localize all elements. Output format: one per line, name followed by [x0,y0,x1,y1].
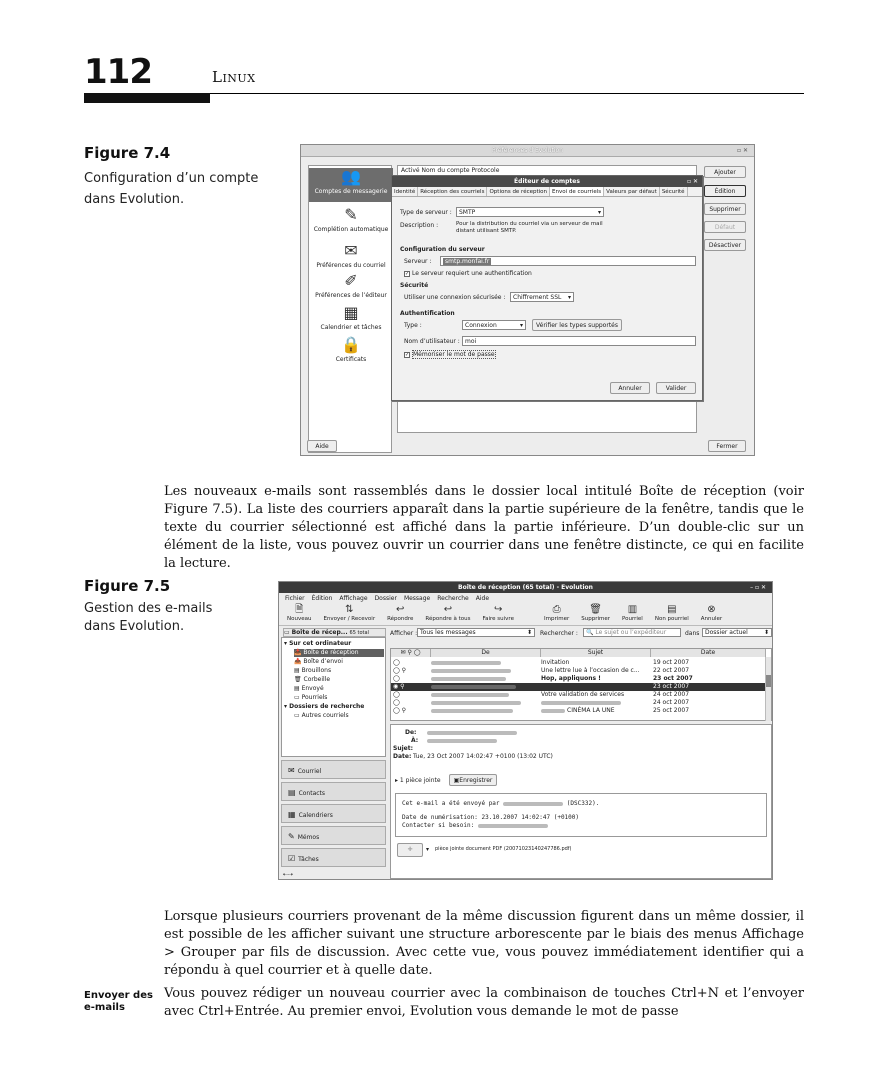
memo-icon: ✎ [288,832,295,841]
body-line-1: Cet e-mail a été envoyé par (DSC332). [402,800,600,807]
server-type-select[interactable]: SMTP ▾ [456,207,604,217]
description-label: Description : [400,222,439,229]
attachment-icon[interactable]: ✚ [397,843,423,857]
from-value-redacted [427,731,517,735]
figure-label: Figure 7.4 [84,144,171,162]
in-label: dans [685,630,700,637]
check-types-button[interactable]: Vérifier les types supportés [532,319,622,331]
switcher-mail[interactable]: ✉ Courriel [281,760,386,779]
screenshot-evolution-inbox [278,581,773,880]
menu-view[interactable]: Affichage [339,595,368,602]
main-toolbar [279,604,772,626]
contacts-icon: ▤ [288,788,296,797]
send-receive-button[interactable]: ⇅ Envoyer / Recevoir [323,604,376,622]
window-title: Boîte de réception (65 total) - Evolution [279,582,772,593]
folder-inbox[interactable]: 📥 Boîte de réception [294,649,384,657]
running-head: Linux [212,68,256,86]
server-input[interactable]: smtp.monfai.fr [440,256,696,266]
switcher-memos[interactable]: ✎ Mémos [281,826,386,845]
delete-button[interactable]: Supprimer [704,203,746,215]
close-button[interactable]: Fermer [708,440,746,452]
delete-button[interactable]: 🗑 Supprimer [581,604,610,622]
folder-icon: ▭ [284,629,290,636]
server-config-title: Configuration du serveur [400,246,485,253]
chevron-down-icon: ▾ [597,209,601,216]
body-paragraph-2: Lorsque plusieurs courriers provenant de la même discussion figurent dans un même dossier, il est possible de les afficher suivant une structure arborescente par le biais des menus Affichage > Grouper par fils de discussion. Avec cette vue, vous pouvez immédiatement identifier qui a répondu à quel courrier et à quelle date. [164,909,804,978]
page-number: 112 [84,52,152,92]
certificate-icon: 🔒 [341,335,361,354]
username-input[interactable]: moi [462,336,696,346]
column-from[interactable]: De [431,649,541,657]
body-line-3: Contacter si besoin: [402,822,548,830]
folder-outbox[interactable]: 📤 Boîte d’envoi [294,658,343,665]
chevron-down-icon: ▾ [519,322,523,329]
date-label: Date: [393,753,412,760]
from-label: De: [405,729,417,736]
window-title: Préférences d’Evolution [301,145,754,157]
username-label: Nom d’utilisateur : [404,338,460,345]
reply-all-icon: ↩ [443,604,453,615]
tab-identity[interactable]: Identité [392,187,418,196]
search-icon: 🔍 [586,629,594,636]
dialog-title: Éditeur de comptes [392,176,702,187]
sidebar-item-certificates[interactable]: 🔒 Certificats [309,336,393,363]
to-label: À: [411,737,419,744]
preferences-sidebar [308,165,392,453]
tab-receiving-options[interactable]: Options de réception [487,187,550,196]
folder-sent[interactable]: ▤ Envoyé [294,685,324,692]
menu-file[interactable]: Fichier [285,595,305,602]
column-flags[interactable]: ✉ ⚲ ◯ [391,649,431,657]
menu-search[interactable]: Recherche [437,595,469,602]
junk-button[interactable]: ▥ Pourriel [622,604,643,622]
search-input[interactable]: 🔍 Le sujet ou l’expéditeur [583,628,681,637]
sidebar-item-autocomplete[interactable]: ✎ Complétion automatique [309,206,393,233]
secure-conn-label: Utiliser une connexion sécurisée : [404,294,506,301]
message-row[interactable]: ◯ 24 oct 2007 [393,699,690,706]
delete-icon: 🗑 [589,604,602,615]
print-button[interactable]: ⎙ Imprimer [543,604,570,622]
checkmark-icon: ✓ [405,351,410,358]
folder-trash[interactable]: 🗑 Corbeille [294,676,331,683]
scope-select[interactable]: Dossier actuel ⬍ [702,628,772,637]
screenshot-evolution-preferences [300,144,755,456]
attachment-dropdown-icon[interactable]: ▾ [426,846,430,853]
message-body [395,793,767,837]
mail-icon: ✉ [288,766,295,775]
accounts-list-headers: Activé Nom du compte Protocole [401,167,500,174]
forward-icon: ↪ [494,604,503,615]
body-paragraph-1: Les nouveaux e-mails sont rassemblés dans le dossier local intitulé Boîte de réception (voir Figure 7.5). La liste des courriers apparaît dans la partie supérieure de la fenêtre, tandis que le texte du courrier sélectionné est affiché dans la partie inférieure. D’un double-clic sur un élément de la liste, vous pouvez ouvrir un courrier dans une fenêtre distincte, ce qui en facilite la lecture. [164,484,804,571]
header-bar [84,93,210,103]
edit-button[interactable]: Édition [704,185,746,197]
figure-caption-text: Configuration d’un compte dans Evolution. [84,171,259,207]
message-list [390,648,772,721]
body-paragraph-3: Vous pouvez rédiger un nouveau courrier avec la combinaison de touches Ctrl+N et l’envoyer avec Ctrl+Entrée. Au premier envoi, Evolution vous demande le mot de passe [164,986,804,1019]
sidebar-item-accounts[interactable]: 👥 Comptes de messagerie [309,168,393,202]
list-scrollbar[interactable] [765,657,771,721]
checkmark-icon: ✓ [405,270,410,277]
folder-group-local[interactable]: ▾ Sur cet ordinateur [284,640,352,647]
chevron-down-icon: ⬍ [526,629,532,636]
folder-tree [281,637,386,757]
description-value: Pour la distribution du courriel via un serveur de mail distant utilisant SMTP. [456,221,603,234]
new-button[interactable]: 🗎 Nouveau [287,604,312,622]
editor-icon: ✐ [344,271,358,290]
message-preview [390,724,772,879]
not-junk-icon: ▤ [667,604,677,615]
send-receive-icon: ⇅ [345,604,354,615]
server-label: Serveur : [404,258,432,265]
reply-button[interactable]: ↩ Répondre [387,604,414,622]
tab-sending[interactable]: Envoi de courriels [550,187,604,196]
figure-caption-text: Gestion des e-mails dans Evolution. [84,601,213,634]
menu-edit[interactable]: Édition [311,595,333,602]
tab-security[interactable]: Sécurité [660,187,688,196]
auth-required-checkbox[interactable]: ✓ Le serveur requiert une authentification [405,270,532,277]
type-label: Type : [404,322,422,329]
new-icon: 🗎 [295,604,304,615]
server-type-label: Type de serveur : [400,209,452,216]
chevron-down-icon: ▾ [567,294,571,301]
menu-bar [279,594,772,604]
message-row[interactable]: ◯ Hop, appliquons ! 23 oct 2007 [393,675,693,682]
calendar-icon: ▦ [343,303,359,322]
calendar-icon: ▦ [288,810,296,819]
junk-icon: ▥ [627,604,638,615]
reply-icon: ↩ [396,604,405,615]
tasks-icon: ☑ [288,854,296,863]
cancel-button[interactable]: ⊗ Annuler [700,604,723,622]
ok-button[interactable]: Valider [656,382,696,394]
cancel-icon: ⊗ [707,604,716,615]
not-junk-button[interactable]: ▤ Non pourriel [654,604,689,622]
sidebar-item-calendar[interactable]: ▦ Calendrier et tâches [309,304,393,331]
autocomplete-icon: ✎ [344,205,358,224]
attachment-count: ▸ 1 pièce jointe [395,777,441,784]
dialog-controls[interactable]: ▫ ✕ [686,178,698,185]
switcher-calendars[interactable]: ▦ Calendriers [281,804,386,823]
message-row[interactable]: ◯ Invitation 19 oct 2007 [393,659,690,666]
cancel-button[interactable]: Annuler [610,382,650,394]
column-date[interactable]: Date [651,649,766,657]
status-icon: ⇠⇢ [283,871,294,878]
to-value-redacted [427,739,497,743]
dialog-tabs [392,187,702,197]
sidebar-item-editor[interactable]: ✐ Préférences de l’éditeur [309,272,393,299]
folder-header: ▭ Boîte de récep... 65 total [283,628,386,637]
message-row[interactable]: ◯ ⚲ CINÉMA LA UNE 25 oct 2007 [393,707,690,714]
chevron-down-icon: ⬍ [763,629,769,636]
message-row[interactable]: ◯ ⚲ Une lettre lue à l’occasion de c... 22 oct 2007 [393,667,690,674]
reply-all-button[interactable]: ↩ Répondre à tous [425,604,471,622]
account-editor-dialog [391,175,703,401]
sidebar-item-mail-prefs[interactable]: ✉ Préférences du courriel [309,242,393,269]
message-row[interactable]: ◯ Votre validation de services 24 oct 2007 [393,691,690,698]
tab-defaults[interactable]: Valeurs par défaut [604,187,660,196]
auth-title: Authentification [400,310,455,317]
column-subject[interactable]: Sujet [541,649,651,657]
forward-button[interactable]: ↪ Faire suivre [482,604,514,622]
folder-junk[interactable]: ▭ Pourriels [294,694,328,701]
attachment-label: pièce jointe document PDF (20071023140247786.pdf) [435,846,572,852]
margin-note: Envoyer des e-mails [84,990,153,1013]
help-button[interactable]: Aide [307,440,337,452]
window-controls[interactable]: ▫ ✕ [736,147,748,154]
window-controls[interactable]: – ▫ ✕ [750,584,766,591]
show-label: Afficher : [390,630,418,637]
folder-other[interactable]: ▭ Autres courriels [294,712,349,719]
mail-prefs-icon: ✉ [344,241,358,260]
default-button[interactable]: Défaut [704,221,746,233]
subject-label: Sujet: [393,745,413,752]
add-button[interactable]: Ajouter [704,166,746,178]
print-icon: ⎙ [552,604,561,615]
accounts-icon: 👥 [341,167,361,186]
disable-button[interactable]: Désactiver [704,239,746,251]
security-title: Sécurité [400,282,429,289]
save-icon: ▣ [453,777,460,784]
folder-drafts[interactable]: ▤ Brouillons [294,667,332,674]
tab-receiving[interactable]: Réception des courriels [418,187,487,196]
body-line-2: Date de numérisation: 23.10.2007 14:02:47 (+0100) [402,814,580,821]
save-attachment-button[interactable]: ▣Enregistrer [449,774,497,786]
menu-help[interactable]: Aide [475,595,490,602]
figure-7-4-caption [84,144,274,209]
figure-label: Figure 7.5 [84,577,171,595]
switcher-contacts[interactable]: ▤ Contacts [281,782,386,801]
switcher-tasks[interactable]: ☑ Tâches [281,848,386,867]
folder-group-search[interactable]: ▾ Dossiers de recherche [284,703,365,710]
search-label: Rechercher : [540,630,578,637]
message-row-selected[interactable]: ◉ ⚲ 23 oct 2007 [391,683,766,691]
auth-type-select[interactable]: Connexion ▾ [462,320,526,330]
menu-folder[interactable]: Dossier [374,595,397,602]
remember-password-checkbox[interactable]: ✓ Mémoriser le mot de passe [405,351,495,358]
menu-message[interactable]: Message [403,595,431,602]
secure-conn-select[interactable]: Chiffrement SSL ▾ [510,292,574,302]
date-value: Tue, 23 Oct 2007 14:02:47 +0100 (13:02 UTC) [413,753,553,760]
figure-7-5-caption [84,577,274,636]
show-filter-select[interactable]: Tous les messages ⬍ [417,628,535,637]
